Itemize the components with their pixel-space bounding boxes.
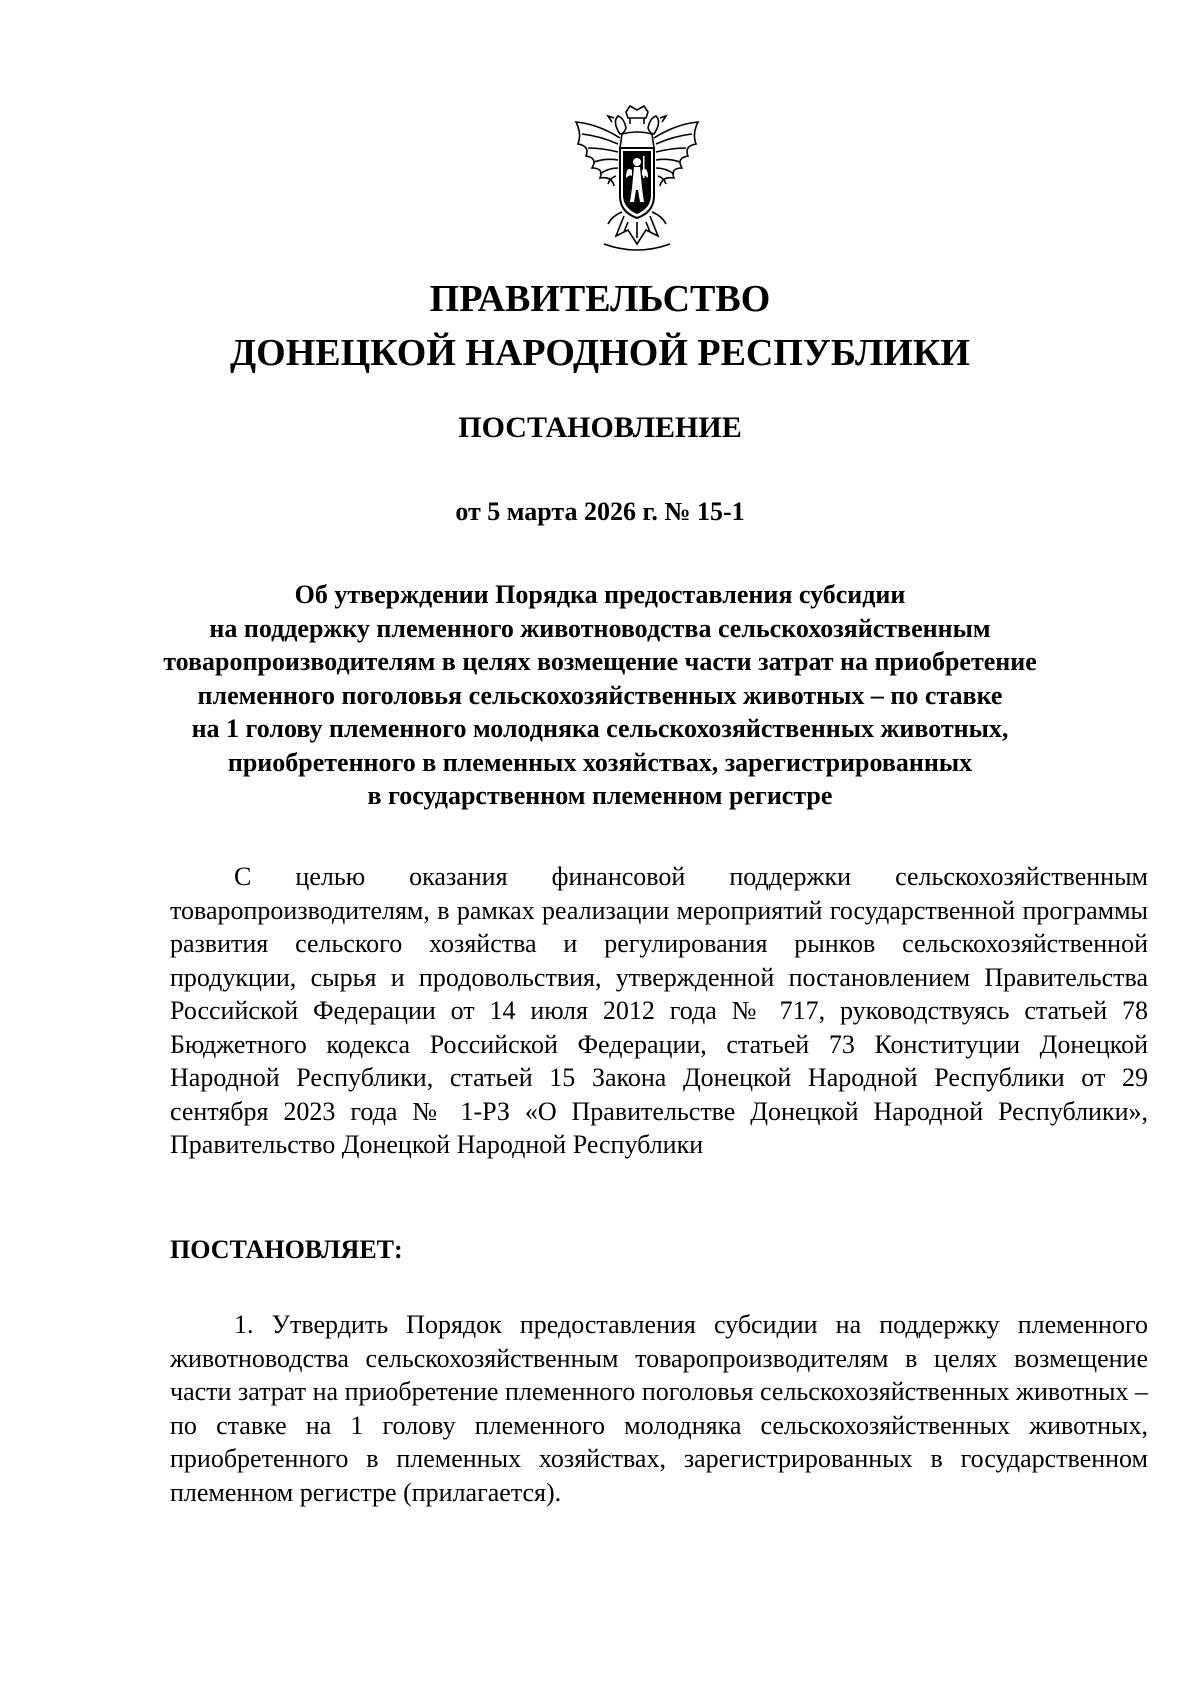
title-line: товаропроизводителям в целях возмещение части затрат на приобретение <box>163 647 1037 676</box>
title-line: племенного поголовья сельскохозяйственных животных – по ставке <box>197 680 1003 710</box>
title-line: в государственном племенном регистре <box>367 781 833 810</box>
title-line: приобретенного в племенных хозяйствах, зарегистрированных <box>227 747 973 777</box>
item-1-paragraph: 1. Утвердить Порядок предоставления субсидии на поддержку племенного животноводства сельскохозяйственным товаропроизводителям в целях возмещение части затрат на приобретение племенного поголовья сельскохозяйственных животных – по ставке на 1 голову племенного молодняка сельскохозяйственных животных, приобретенного в племенных хозяйствах, зарегистрированных в государственном племенном регистре (прилагается). <box>170 1310 1148 1507</box>
title-line: Об утверждении Порядка предоставления субсидии <box>294 580 906 609</box>
title-line: на поддержку племенного животноводства сельскохозяйственным <box>209 613 991 643</box>
document-date-number: от 5 марта 2026 г. № 15-1 <box>455 497 745 526</box>
document-type: ПОСТАНОВЛЕНИЕ <box>458 411 742 444</box>
government-line-1: ПРАВИТЕЛЬСТВО <box>429 278 771 320</box>
coat-of-arms-emblem <box>568 104 706 254</box>
preamble-paragraph: С целью оказания финансовой поддержки сельскохозяйственным товаропроизводителям, в рамках реализации мероприятий государственной программы развития сельского хозяйства и регулирования рынков сельскохозяйственной продукции, сырья и продовольствия, утвержденной постановлением Правительства Российской Федерации от 14 июля 2012 года № 717, руководствуясь статьей 78 Бюджетного кодекса Российской Федерации, статьей 73 Конституции Донецкой Народной Республики, статьей 15 Закона Донецкой Народной Республики от 29 сентября 2023 года № 1-РЗ «О Правительстве Донецкой Народной Республики», Правительство Донецкой Народной Республики <box>170 862 1148 1159</box>
decree-word: ПОСТАНОВЛЯЕТ: <box>170 1235 403 1264</box>
government-name <box>0 272 1200 380</box>
title-line: на 1 голову племенного молодняка сельскохозяйственных животных, <box>191 714 1009 743</box>
government-line-2: ДОНЕЦКОЙ НАРОДНОЙ РЕСПУБЛИКИ <box>230 332 970 374</box>
document-title <box>0 578 1200 813</box>
